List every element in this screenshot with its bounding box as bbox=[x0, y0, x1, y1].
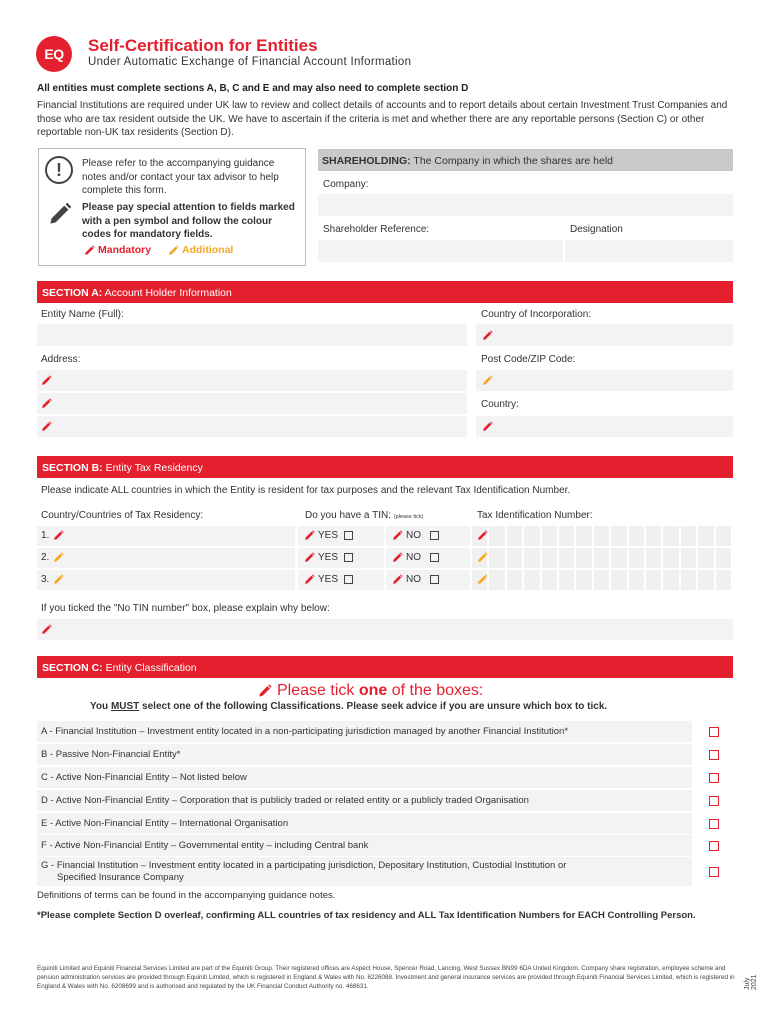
mandatory-pen-icon bbox=[84, 245, 95, 256]
definitions-note: Definitions of terms can be found in the accompanying guidance notes. bbox=[37, 890, 336, 901]
tin-digit-box[interactable] bbox=[594, 548, 611, 568]
mandatory-pen-icon bbox=[392, 530, 403, 541]
tin-digit-box[interactable] bbox=[629, 548, 646, 568]
tin-no-checkbox[interactable] bbox=[430, 553, 439, 562]
designation-label: Designation bbox=[570, 224, 623, 235]
tin-digit-box[interactable] bbox=[594, 570, 611, 590]
classification-g-line2: Specified Insurance Company bbox=[57, 872, 184, 883]
tin-digit-box[interactable] bbox=[611, 526, 628, 546]
legend-additional-label: Additional bbox=[182, 244, 234, 256]
tin-digit-box[interactable] bbox=[524, 570, 541, 590]
tin-digit-box[interactable] bbox=[576, 548, 593, 568]
tin-digit-box[interactable] bbox=[611, 548, 628, 568]
tin-digit-box[interactable] bbox=[716, 570, 733, 590]
company-field[interactable] bbox=[318, 194, 733, 216]
address-line-3-field[interactable] bbox=[37, 416, 467, 437]
tin-digit-box[interactable] bbox=[646, 570, 663, 590]
no-tin-explain-field[interactable] bbox=[37, 619, 733, 640]
postcode-field[interactable] bbox=[476, 370, 733, 391]
classification-a-checkbox[interactable] bbox=[692, 721, 733, 742]
classification-c-label: C - Active Non-Financial Entity – Not listed below bbox=[41, 772, 247, 783]
tin-digit-box[interactable] bbox=[663, 548, 680, 568]
classification-c-checkbox[interactable] bbox=[692, 767, 733, 788]
tin-digit-box[interactable] bbox=[611, 570, 628, 590]
section-a-head-text: Account Holder Information bbox=[102, 287, 232, 299]
tin-tick-note: (please tick) bbox=[393, 514, 424, 520]
classification-row-a bbox=[37, 721, 733, 742]
entity-name-field[interactable] bbox=[37, 324, 467, 346]
classification-a-label: A - Financial Institution – Investment entity located in a non-participating jurisdiction managed by another Financial Institution* bbox=[41, 726, 569, 737]
tin-yes-checkbox[interactable] bbox=[344, 531, 353, 540]
exclamation-icon: ! bbox=[45, 156, 73, 184]
classification-b-checkbox[interactable] bbox=[692, 744, 733, 765]
tin-digit-box[interactable] bbox=[716, 526, 733, 546]
no-label: NO bbox=[406, 552, 421, 563]
tin-number-label: Tax Identification Number: bbox=[477, 510, 593, 521]
equiniti-logo: EQ bbox=[36, 36, 72, 72]
tin-digit-box[interactable] bbox=[698, 526, 715, 546]
mandatory-pen-icon bbox=[304, 530, 315, 541]
tin-digit-box[interactable] bbox=[646, 526, 663, 546]
tin-digit-box[interactable] bbox=[681, 526, 698, 546]
row-number: 1. bbox=[41, 530, 50, 541]
tin-digit-box[interactable] bbox=[542, 526, 559, 546]
tax-country-field[interactable] bbox=[37, 570, 295, 590]
tin-digit-box[interactable] bbox=[663, 526, 680, 546]
tin-yes-cell[interactable] bbox=[298, 570, 384, 590]
classification-e-label: E - Active Non-Financial Entity – International Organisation bbox=[41, 818, 289, 829]
shareholder-reference-field[interactable] bbox=[318, 240, 563, 262]
tin-question-label bbox=[305, 510, 423, 521]
tin-digit-box[interactable] bbox=[576, 570, 593, 590]
tin-digit-box[interactable] bbox=[489, 570, 506, 590]
tax-country-field[interactable] bbox=[37, 548, 295, 568]
classification-d-label: D - Active Non-Financial Entity – Corporation that is publicly traded or related entity or a publicly traded Organisation bbox=[41, 795, 529, 806]
tin-digit-box[interactable] bbox=[524, 548, 541, 568]
tin-digit-box[interactable] bbox=[681, 570, 698, 590]
additional-pen-icon bbox=[482, 375, 493, 386]
mandatory-pen-icon bbox=[392, 552, 403, 563]
no-label: NO bbox=[406, 530, 421, 541]
tick-pre: Please tick bbox=[277, 682, 359, 699]
tin-no-cell[interactable] bbox=[386, 548, 470, 568]
footer-legal: Equiniti Limited and Equiniti Financial Services Limited are part of the Equiniti Group. Their registered offices are Aspect House, Spencer Road, Lancing, West Sussex BN99 6DA United Kingdom. Company share registration, employee scheme and pension administration services are provided through Equiniti Limited, which is registered in England & Wales with No. 6226088. Investment and general insurance services are provided through Equiniti Financial Services Limited, which is registered in England & Wales with No. 6208699 and is authorised and regulated by the UK Financial Conduct Authority no. 468631. bbox=[37, 965, 735, 990]
tick-one-instruction bbox=[258, 682, 483, 700]
shareholding-head-bold: SHAREHOLDING: bbox=[322, 155, 411, 167]
country-incorporation-label: Country of Incorporation: bbox=[481, 309, 592, 320]
tin-digit-box[interactable] bbox=[698, 570, 715, 590]
section-a-header bbox=[37, 281, 733, 303]
tin-digit-box[interactable] bbox=[594, 526, 611, 546]
shareholding-header bbox=[318, 149, 733, 171]
company-label: Company: bbox=[323, 179, 369, 190]
tick-post: of the boxes: bbox=[387, 682, 484, 699]
must-pre: You bbox=[90, 701, 111, 712]
tin-digit-box[interactable] bbox=[559, 570, 576, 590]
classification-g-checkbox[interactable] bbox=[692, 857, 733, 886]
tin-digit-box[interactable] bbox=[542, 548, 559, 568]
classification-g-line1: G - Financial Institution – Investment entity located in a participating jurisdiction, Depositary Institution, Custodial Institution or bbox=[41, 860, 567, 871]
page-subtitle: Under Automatic Exchange of Financial Account Information bbox=[88, 56, 412, 68]
must-select-instruction bbox=[90, 701, 607, 712]
tin-digit-box[interactable] bbox=[542, 570, 559, 590]
mandatory-pen-icon bbox=[41, 421, 52, 432]
tax-country-field[interactable] bbox=[37, 526, 295, 546]
tax-residency-instruction: Please indicate ALL countries in which the Entity is resident for tax purposes and the relevant Tax Identification Number. bbox=[41, 485, 571, 496]
section-b-head-bold: SECTION B: bbox=[42, 462, 103, 474]
tin-yes-checkbox[interactable] bbox=[344, 575, 353, 584]
tin-digit-box[interactable] bbox=[559, 548, 576, 568]
intro-paragraph: Financial Institutions are required under UK law to review and collect details of accounts and to report details about certain Investment Trust Companies and those who are tax resident outside the UK. We have to ascertain if the criteria is met and whether there are any reportable persons (Section C) or other reportable non-UK tax residents (Section D). bbox=[37, 100, 728, 138]
row-number: 2. bbox=[41, 552, 50, 563]
country-label: Country: bbox=[481, 399, 519, 410]
section-c-head-text: Entity Classification bbox=[102, 662, 197, 674]
mandatory-pen-icon bbox=[41, 398, 52, 409]
legend-mandatory-label: Mandatory bbox=[98, 244, 152, 256]
mandatory-pen-icon bbox=[482, 421, 493, 432]
pen-icon bbox=[53, 530, 64, 541]
tick-one-word: one bbox=[358, 682, 388, 699]
tin-digit-box[interactable] bbox=[524, 526, 541, 546]
no-label: NO bbox=[406, 574, 421, 585]
mandatory-pen-icon bbox=[258, 684, 272, 698]
tin-digit-box[interactable] bbox=[698, 548, 715, 568]
tin-digit-box[interactable] bbox=[507, 548, 524, 568]
classification-row-e bbox=[37, 813, 733, 834]
pen-icon bbox=[53, 552, 64, 563]
tin-number-field[interactable] bbox=[472, 570, 733, 590]
tin-yes-cell[interactable] bbox=[298, 526, 384, 546]
country-residency-label: Country/Countries of Tax Residency: bbox=[41, 510, 204, 521]
footer-date: July 2021 bbox=[744, 974, 758, 990]
tin-digit-box[interactable] bbox=[663, 570, 680, 590]
classification-b-label: B - Passive Non-Financial Entity* bbox=[41, 749, 181, 760]
legend-additional bbox=[168, 244, 233, 256]
tin-digit-box[interactable] bbox=[629, 570, 646, 590]
tin-yes-cell[interactable] bbox=[298, 548, 384, 568]
pen-icon bbox=[477, 552, 488, 563]
tin-digit-box[interactable] bbox=[629, 526, 646, 546]
tin-digit-box[interactable] bbox=[646, 548, 663, 568]
entity-name-label: Entity Name (Full): bbox=[41, 309, 124, 320]
classification-row-b bbox=[37, 744, 733, 765]
designation-field[interactable] bbox=[565, 240, 733, 262]
mandatory-pen-icon bbox=[304, 574, 315, 585]
classification-row-d bbox=[37, 790, 733, 811]
tin-number-field[interactable] bbox=[472, 526, 733, 546]
classification-f-label: F - Active Non-Financial Entity – Governmental entity – including Central bank bbox=[41, 840, 369, 851]
section-b-header bbox=[37, 456, 733, 478]
legend-mandatory bbox=[84, 244, 151, 256]
page-title: Self-Certification for Entities bbox=[88, 36, 318, 55]
postcode-label: Post Code/ZIP Code: bbox=[481, 354, 576, 365]
tin-digit-box[interactable] bbox=[576, 526, 593, 546]
additional-pen-icon bbox=[168, 245, 179, 256]
tin-number-field[interactable] bbox=[472, 548, 733, 568]
must-word: MUST bbox=[110, 701, 140, 712]
mandatory-pen-icon bbox=[482, 330, 493, 341]
address-line-1-field[interactable] bbox=[37, 370, 467, 391]
no-tin-explain-label: If you ticked the "No TIN number" box, please explain why below: bbox=[41, 603, 330, 614]
yes-label: YES bbox=[318, 552, 339, 563]
tin-no-checkbox[interactable] bbox=[430, 531, 439, 540]
classification-row-f bbox=[37, 835, 733, 856]
row-number: 3. bbox=[41, 574, 50, 585]
country-incorporation-field[interactable] bbox=[476, 324, 733, 346]
tin-question-text: Do you have a TIN: bbox=[305, 510, 391, 521]
classification-row-c bbox=[37, 767, 733, 788]
yes-label: YES bbox=[318, 530, 339, 541]
mandatory-pen-icon bbox=[41, 624, 52, 635]
country-field[interactable] bbox=[476, 416, 733, 437]
tin-digit-box[interactable] bbox=[489, 548, 506, 568]
pen-icon bbox=[48, 202, 72, 226]
classification-e-checkbox[interactable] bbox=[692, 813, 733, 834]
classification-f-checkbox[interactable] bbox=[692, 835, 733, 856]
section-c-header bbox=[37, 656, 733, 678]
tin-digit-box[interactable] bbox=[559, 526, 576, 546]
tin-no-checkbox[interactable] bbox=[430, 575, 439, 584]
pen-icon bbox=[477, 574, 488, 585]
section-c-head-bold: SECTION C: bbox=[42, 662, 103, 674]
mandatory-pen-icon bbox=[304, 552, 315, 563]
must-post: select one of the following Classifications. Please seek advice if you are unsure which box to tick. bbox=[139, 701, 608, 712]
shareholder-reference-label: Shareholder Reference: bbox=[323, 224, 430, 235]
overleaf-note: *Please complete Section D overleaf, confirming ALL countries of tax residency and ALL Tax Identification Numbers for EACH Controlling Person. bbox=[37, 910, 696, 921]
tin-digit-box[interactable] bbox=[489, 526, 506, 546]
tin-digit-box[interactable] bbox=[716, 548, 733, 568]
shareholding-head-text: The Company in which the shares are held bbox=[410, 155, 614, 167]
requirement-statement: All entities must complete sections A, B, C and E and may also need to complete section D bbox=[37, 83, 469, 94]
section-b-head-text: Entity Tax Residency bbox=[102, 462, 203, 474]
address-line-2-field[interactable] bbox=[37, 393, 467, 414]
classification-row-g bbox=[37, 857, 733, 886]
pen-icon bbox=[53, 574, 64, 585]
classification-d-checkbox[interactable] bbox=[692, 790, 733, 811]
tin-digit-box[interactable] bbox=[681, 548, 698, 568]
tin-digit-box[interactable] bbox=[507, 570, 524, 590]
pen-icon bbox=[477, 530, 488, 541]
yes-label: YES bbox=[318, 574, 339, 585]
tin-digit-box[interactable] bbox=[507, 526, 524, 546]
tin-no-cell[interactable] bbox=[386, 570, 470, 590]
pen-attention-note: Please pay special attention to fields marked with a pen symbol and follow the colour codes for mandatory fields. bbox=[82, 202, 295, 240]
mandatory-pen-icon bbox=[41, 375, 52, 386]
address-label: Address: bbox=[41, 354, 81, 365]
mandatory-pen-icon bbox=[392, 574, 403, 585]
section-a-head-bold: SECTION A: bbox=[42, 287, 103, 299]
tin-no-cell[interactable] bbox=[386, 526, 470, 546]
tin-yes-checkbox[interactable] bbox=[344, 553, 353, 562]
guidance-note: Please refer to the accompanying guidance notes and/or contact your tax advisor to help complete this form. bbox=[82, 158, 279, 196]
